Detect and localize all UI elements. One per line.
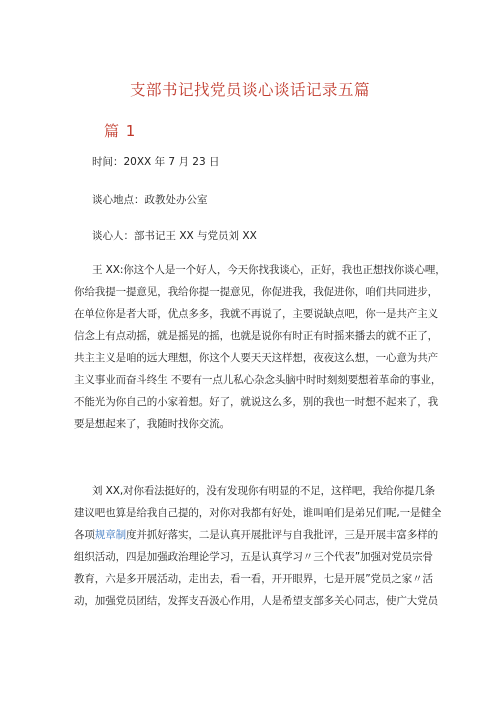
paragraph-line: 信念上有点动摇，就是摇晃的摇，也就是说你有时正有时摇来播去的就不正了，	[74, 330, 438, 342]
paragraph-line: 要是想起来了，我随时找你交流。	[74, 418, 230, 430]
paragraph-line: 组织活动，四是加强政治理论学习，五是认真学习〃三个代表”加强对党员宗骨	[74, 551, 433, 563]
paragraph-line: 动，加强党员团结，发挥支吾汲心作用，人是希望支部多关心同志，使广大党员	[74, 595, 438, 607]
paragraph-text: 度并抓好落实，二是认真开展批评与自我批评，三是开展丰富多样的	[126, 529, 439, 541]
paragraph-text: 各项	[74, 529, 95, 541]
meta-time: 时间：20XX 年 7 月 23 日	[92, 156, 220, 168]
paragraph-line: 建议吧也算是给我自己提的，对你对我都有好处，谁叫咱们是弟兄们呢,一是健全	[74, 507, 442, 519]
paragraph-line: 主义事业而奋斗终生 不要有一点儿私心杂念头脑中时时刻刻要想着革命的事业，	[74, 374, 442, 386]
paragraph-line: 共主主义是咱的远大理想，你这个人要天天这样想，夜夜这么想，一心意为共产	[74, 352, 438, 364]
paragraph-1	[74, 259, 446, 435]
paragraph-line: 在单位你是者大哥，优点多多，我就不再说了，主要说缺点吧，你一是共产主义	[74, 308, 438, 320]
paragraph-line	[74, 524, 439, 546]
paragraph-line: 教育，六是多开展活动，走出去，看一看，开开眼界，七是开展”党员之家〃活	[74, 573, 433, 585]
rules-link[interactable]: 规章制	[94, 529, 127, 541]
document-title: 支部书记找党员谈心谈话记录五篇	[129, 81, 370, 99]
meta-people: 谈心人：部书记王 XX 与党员刘 XX	[92, 230, 257, 242]
meta-location: 谈心地点：政教处办公室	[92, 194, 208, 206]
paragraph-line: 刘 XX,对你看法挺好的，没有发现你有明显的不足，这样吧，我给你提几条	[92, 485, 436, 497]
paragraph-line: 王 XX:你这个人是一个好人，今天你找我谈心，正好，我也正想找你谈心哩，	[92, 264, 446, 276]
section-heading: 篇 1	[104, 122, 137, 140]
paragraph-2	[74, 480, 442, 612]
paragraph-line: 不能光为你自己的小家着想。好了，就说这么多，别的我也一时想不起来了，我	[74, 396, 438, 408]
paragraph-line: 你给我提一提意见，我给你提一提意见，你促进我，我促进你，咱们共同进步，	[74, 286, 438, 298]
